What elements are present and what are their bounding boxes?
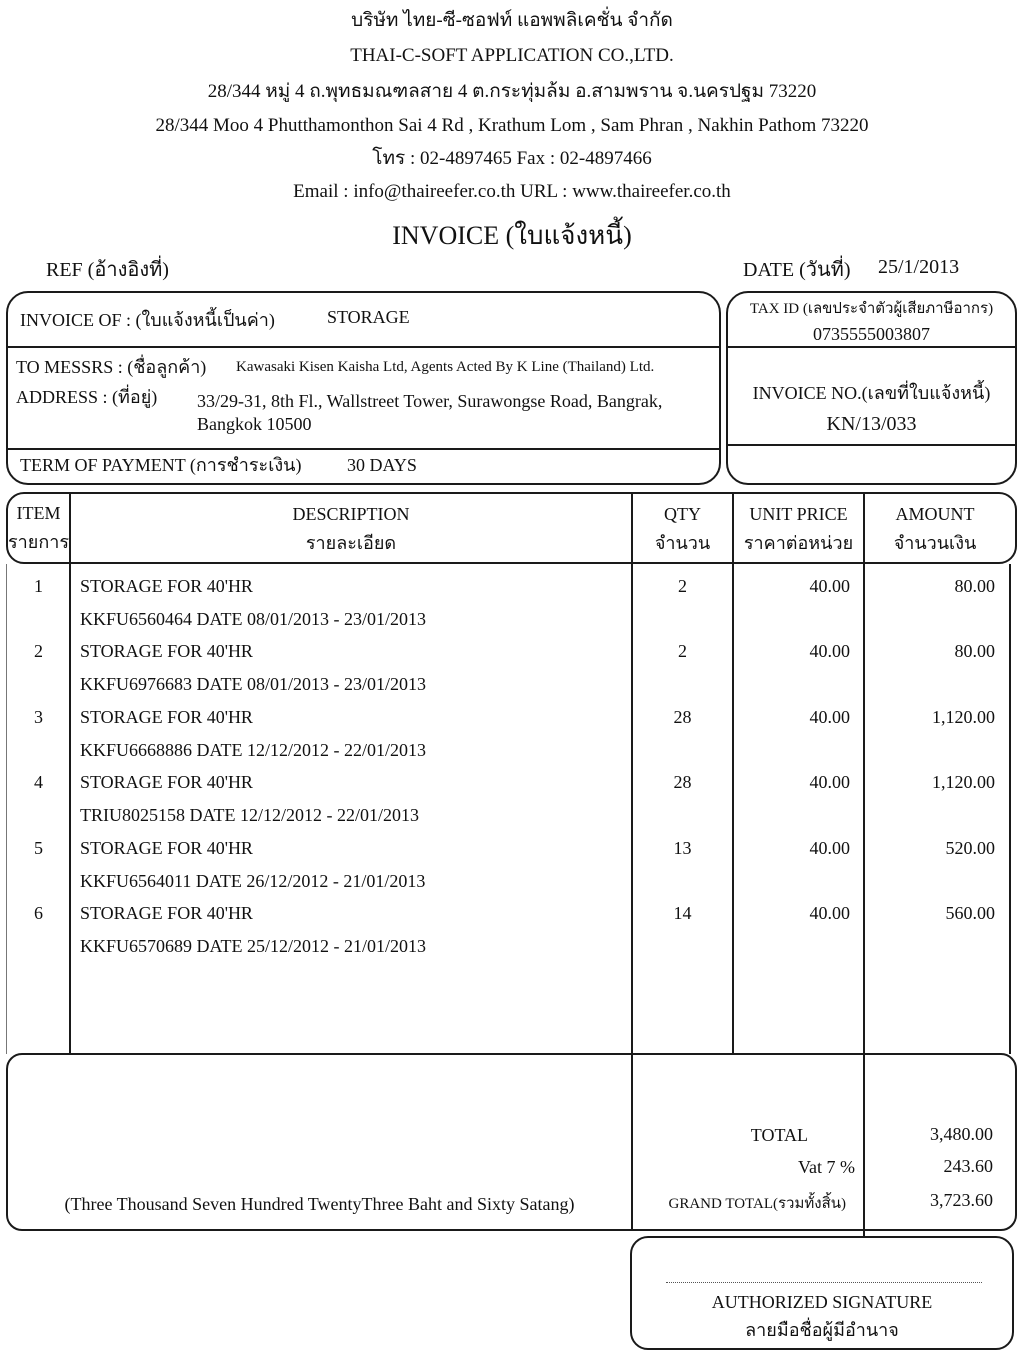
header-unit-price-th: ราคาต่อหน่วย [743, 533, 854, 553]
to-messrs-label: TO MESSRS : (ชื่อลูกค้า) [16, 357, 207, 377]
row-desc2: KKFU6560464 DATE 08/01/2013 - 23/01/2013 [80, 609, 426, 629]
row-desc1: STORAGE FOR 40'HR [80, 772, 253, 792]
total-label: TOTAL [750, 1125, 808, 1145]
row-item: 5 [34, 838, 43, 858]
header-unit-price: UNIT PRICE [749, 504, 848, 524]
company-name-en: THAI-C-SOFT APPLICATION CO.,LTD. [350, 45, 674, 66]
row-qty: 13 [673, 838, 692, 858]
divider [727, 444, 1016, 446]
row-unit-price: 40.00 [809, 838, 850, 858]
row-desc1: STORAGE FOR 40'HR [80, 576, 253, 596]
row-amount: 1,120.00 [932, 772, 995, 792]
table-left-border [6, 564, 7, 1054]
term-of-payment-value: 30 DAYS [347, 455, 417, 475]
document-title: INVOICE (ใบแจ้งหนี้) [392, 221, 632, 250]
row-amount: 80.00 [954, 641, 995, 661]
row-unit-price: 40.00 [809, 772, 850, 792]
address-label: ADDRESS : (ที่อยู่) [16, 387, 158, 407]
row-desc1: STORAGE FOR 40'HR [80, 641, 253, 661]
row-amount: 1,120.00 [932, 707, 995, 727]
divider [7, 346, 720, 348]
row-unit-price: 40.00 [809, 903, 850, 923]
grand-total-label: GRAND TOTAL(รวมทั้งสิ้น) [668, 1196, 846, 1212]
column-divider [631, 1054, 633, 1230]
term-of-payment-label: TERM OF PAYMENT (การชำระเงิน) [20, 455, 302, 475]
signature-label-th: ลายมือชื่อผู้มีอำนาจ [745, 1320, 899, 1340]
header-qty-th: จำนวน [654, 533, 711, 553]
row-qty: 28 [673, 772, 692, 792]
company-address-th: 28/344 หมู่ 4 ถ.พุทธมณฑลสาย 4 ต.กระทุ่มล้ม อ.สามพราน จ.นครปฐม 73220 [207, 81, 817, 102]
header-amount-th: จำนวนเงิน [893, 533, 977, 553]
signature-line [666, 1282, 982, 1283]
to-messrs-value: Kawasaki Kisen Kaisha Ltd, Agents Acted By K Line (Thailand) Ltd. [236, 359, 655, 375]
tax-id-label: TAX ID (เลขประจำตัวผู้เสียภาษีอากร) [749, 301, 994, 317]
company-phone: โทร : 02-4897465 Fax : 02-4897466 [372, 148, 652, 169]
header-item-th: รายการ [8, 532, 69, 552]
divider [727, 346, 1016, 348]
total-value: 3,480.00 [930, 1124, 993, 1144]
row-item: 3 [34, 707, 43, 727]
row-unit-price: 40.00 [809, 641, 850, 661]
header-description: DESCRIPTION [292, 504, 410, 524]
row-desc2: KKFU6976683 DATE 08/01/2013 - 23/01/2013 [80, 674, 426, 694]
row-amount: 520.00 [945, 838, 995, 858]
vat-label: Vat 7 % [798, 1157, 855, 1177]
row-qty: 2 [678, 641, 687, 661]
company-name-th: บริษัท ไทย-ซี-ซอฟท์ แอพพลิเคชั่น จำกัด [351, 10, 673, 31]
row-desc2: KKFU6668886 DATE 12/12/2012 - 22/01/2013 [80, 740, 426, 760]
invoice-no-label: INVOICE NO.(เลขที่ใบแจ้งหนี้) [752, 383, 991, 403]
row-desc1: STORAGE FOR 40'HR [80, 903, 253, 923]
invoice-of-value: STORAGE [327, 307, 410, 327]
ref-label: REF (อ้างอิงที่) [46, 259, 169, 281]
header-qty: QTY [664, 504, 701, 524]
divider [7, 448, 720, 450]
address-line2: Bangkok 10500 [197, 414, 312, 434]
row-qty: 14 [673, 903, 692, 923]
company-address-en: 28/344 Moo 4 Phutthamonthon Sai 4 Rd , Krathum Lom , Sam Phran , Nakhin Pathom 73220 [155, 115, 869, 136]
header-description-th: รายละเอียด [305, 533, 397, 553]
invoice-no-value: KN/13/033 [826, 413, 917, 435]
row-item: 4 [34, 772, 43, 792]
row-desc1: STORAGE FOR 40'HR [80, 838, 253, 858]
address-line1: 33/29-31, 8th Fl., Wallstreet Tower, Surawongse Road, Bangrak, [197, 391, 663, 411]
row-item: 1 [34, 576, 43, 596]
row-item: 2 [34, 641, 43, 661]
vat-value: 243.60 [943, 1156, 993, 1176]
row-desc2: TRIU8025158 DATE 12/12/2012 - 22/01/2013 [80, 805, 419, 825]
row-unit-price: 40.00 [809, 576, 850, 596]
grand-total-value: 3,723.60 [930, 1190, 993, 1210]
row-amount: 560.00 [945, 903, 995, 923]
row-item: 6 [34, 903, 43, 923]
table-right-border [1009, 564, 1011, 1054]
signature-label-en: AUTHORIZED SIGNATURE [711, 1292, 933, 1312]
row-qty: 28 [673, 707, 692, 727]
column-divider [69, 493, 71, 1053]
row-qty: 2 [678, 576, 687, 596]
company-contact: Email : info@thaireefer.co.th URL : www.thaireefer.co.th [293, 181, 731, 202]
amount-in-words: (Three Thousand Seven Hundred TwentyThree Baht and Sixty Satang) [64, 1194, 575, 1214]
date-value: 25/1/2013 [878, 256, 960, 278]
header-amount: AMOUNT [895, 504, 975, 524]
row-unit-price: 40.00 [809, 707, 850, 727]
invoice-of-label: INVOICE OF : (ใบแจ้งหนี้เป็นค่า) [20, 310, 275, 330]
date-label: DATE (วันที่) [743, 259, 851, 281]
tax-id-value: 0735555003807 [813, 324, 930, 344]
row-desc2: KKFU6570689 DATE 25/12/2012 - 21/01/2013 [80, 936, 426, 956]
row-desc2: KKFU6564011 DATE 26/12/2012 - 21/01/2013 [80, 871, 426, 891]
header-item: ITEM [16, 503, 61, 523]
row-amount: 80.00 [954, 576, 995, 596]
row-desc1: STORAGE FOR 40'HR [80, 707, 253, 727]
